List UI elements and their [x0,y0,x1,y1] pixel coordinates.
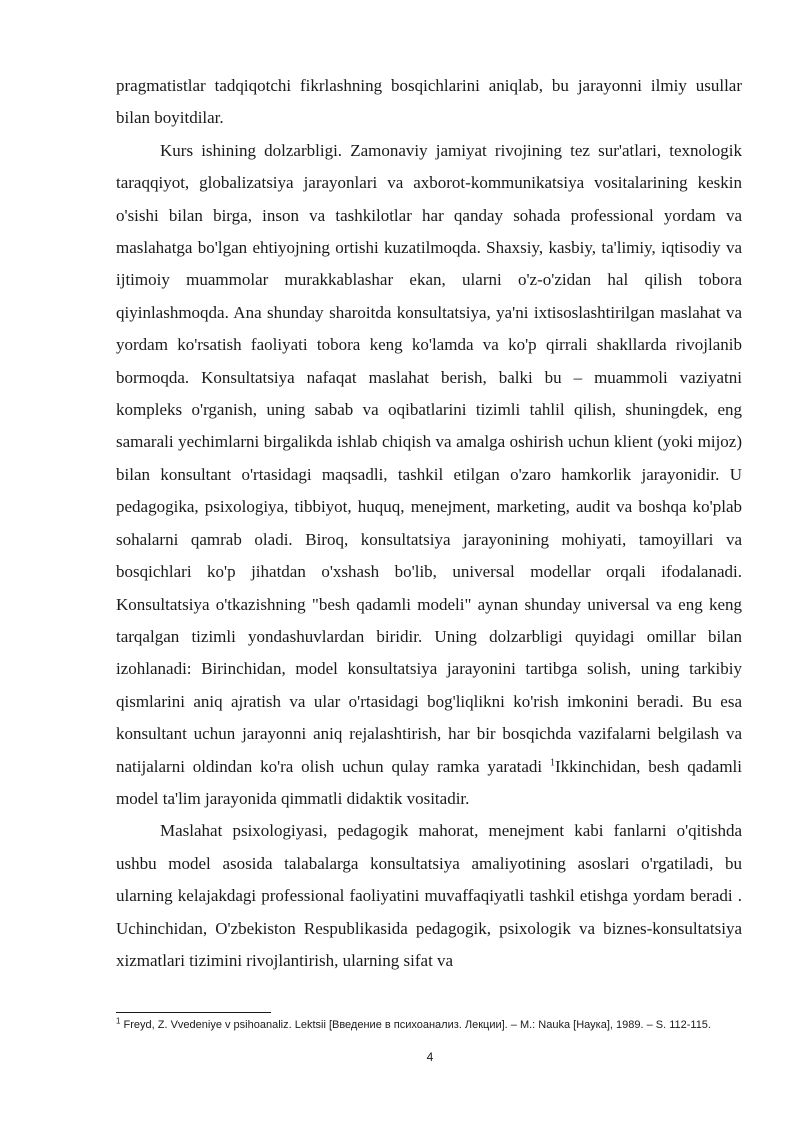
document-body [116,70,742,977]
footnote-separator [116,1012,271,1013]
paragraph-relevance [116,135,742,816]
paragraph-relevance-tail: Ikkinchidan, besh qadamli model ta'lim jarayonida qimmatli didaktik vositadir. [116,756,743,808]
footnote [116,1017,742,1033]
footnote-reference: 1 [549,756,555,768]
paragraph-continuation: pragmatistlar tadqiqotchi fikrlashning bosqichlarini aniqlab, bu jarayonni ilmiy usullar bilan boyitdilar. [116,76,742,128]
page-number: 4 [426,1050,434,1064]
footnote-text: Freyd, Z. Vvedeniye v psihoanaliz. Lektsii [Введение в психоанализ. Лекции]. – M.: Nauka [Наука], 1989. – S. 112-115. [123,1019,711,1031]
footnote-marker: 1 [116,1016,121,1026]
paragraph-relevance-text: Kurs ishining dolzarbligi. Zamonaviy jamiyat rivojining tez sur'atlari, texnologik taraqqiyot, globalizatsiya jarayonlari va axborot-kommunikatsiya vositalarining keskin o'sishi bilan birga, inson va tashkilotlar har qanday sohada professional yordam va maslahatga bo'lgan ehtiyojning ortishi kuzatilmoqda. Shaxsiy, kasbiy, ta'limiy, iqtisodiy va ijtimoiy muammolar murakkablashar ekan, ularni o'z-o'zidan hal qilish tobora qiyinlashmoqda. Ana shunday sharoitda konsultatsiya, ya'ni ixtisoslashtirilgan maslahat va yordam ko'rsatish faoliyati tobora keng ko'lamda va ko'p qirrali shakllarda rivojlanib bormoqda. Konsultatsiya nafaqat maslahat berish, balki bu – muammoli vaziyatni kompleks o'rganish, uning sabab va oqibatlarini tizimli tahlil qilish, shuningdek, eng samarali yechimlarni birgalikda ishlab chiqish va amalga oshirish uchun klient (yoki mijoz) bilan konsultant o'rtasidagi maqsadli, tashkil etilgan o'zaro hamkorlik jarayonidir. U pedagogika, psixologiya, tibbiyot, huquq, menejment, marketing, audit va boshqa ko'plab sohalarni qamrab oladi. Biroq, konsultatsiya jarayonining mohiyati, tamoyillari va bosqichlari ko'p jihatdan o'xshash bo'lib, universal modellar orqali ifodalanadi. Konsultatsiya o'tkazishning "besh qadamli modeli" aynan shunday universal va eng keng tarqalgan tizimli yondashuvlardan biridir. Uning dolzarbligi quyidagi omillar bilan izohlanadi: Birinchidan, model konsultatsiya jarayonini tartibga solish, uning tarkibiy qismlarini aniq ajratish va ular o'rtasidagi bog'liqlikni ko'rish imkonini beradi. Bu esa konsultant uchun jarayonni aniq rejalashtirish, har bir bosqichda vazifalarni belgilash va natijalarni oldindan ko'ra olish uchun qulay ramka yaratadi [116,140,742,776]
paragraph-psychology: Maslahat psixologiyasi, pedagogik mahorat, menejment kabi fanlarni o'qitishda ushbu model asosida talabalarga konsultatsiya amaliyotining asoslari o'rgatiladi, bu ularning kelajakdagi professional faoliyatini muvaffaqiyatli tashkil etishga yordam beradi . Uchinchidan, O'zbekiston Respublikasida pedagogik, psixologik va biznes-konsultatsiya xizmatlari tizimini rivojlantirish, ularning sifat va [116,821,742,970]
